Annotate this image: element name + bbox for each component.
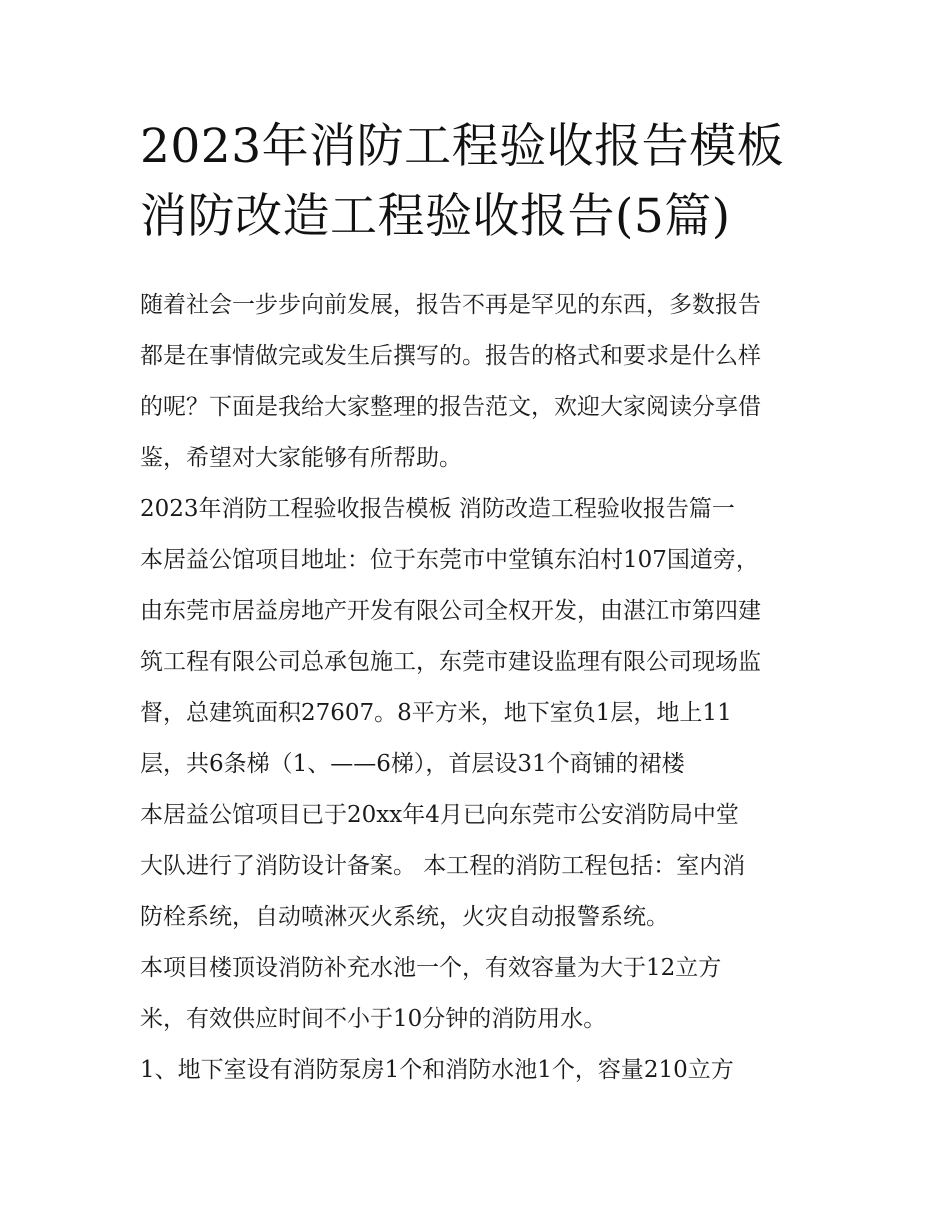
text-line: 米，有效供应时间不小于10分钟的消防用水。 [140, 1006, 607, 1032]
text-line: 督，总建筑面积27607。8平方米，地下室负1层，地上11 [140, 700, 732, 726]
water-tank-paragraph [140, 943, 820, 1045]
text-line: 本项目楼顶设消防补充水池一个，有效容量为大于12立方 [140, 955, 722, 981]
text-line: 2023年消防工程验收报告模板 消防改造工程验收报告篇一 [140, 496, 735, 522]
text-line: 防栓系统，自动喷淋灭火系统，火灾自动报警系统。 [140, 904, 669, 930]
fire-design-paragraph [140, 790, 820, 943]
title-line-1: 2023年消防工程验收报告模板 [140, 119, 785, 174]
text-line: 本居益公馆项目已于20xx年4月已向东莞市公安消防局中堂 [140, 802, 739, 828]
text-line: 大队进行了消防设计备案。 本工程的消防工程包括：室内消 [140, 853, 746, 879]
text-line: 筑工程有限公司总承包施工，东莞市建设监理有限公司现场监 [140, 649, 761, 675]
project-address-paragraph [140, 535, 820, 790]
text-line: 随着社会一步步向前发展，报告不再是罕见的东西，多数报告 [140, 292, 761, 318]
intro-paragraph [140, 280, 820, 484]
title-line-2: 消防改造工程验收报告(5篇) [140, 189, 731, 244]
pump-room-paragraph [140, 1045, 820, 1096]
text-line: 都是在事情做完或发生后撰写的。报告的格式和要求是什么样 [140, 343, 761, 369]
text-line: 的呢？下面是我给大家整理的报告范文，欢迎大家阅读分享借 [140, 394, 761, 420]
text-line: 1、地下室设有消防泵房1个和消防水池1个，容量210立方 [140, 1057, 734, 1083]
section-heading [140, 484, 820, 535]
document-body [140, 280, 820, 1096]
text-line: 鉴，希望对大家能够有所帮助。 [140, 445, 462, 471]
document-title [140, 112, 820, 252]
text-line: 由东莞市居益房地产开发有限公司全权开发，由湛江市第四建 [140, 598, 761, 624]
text-line: 本居益公馆项目地址：位于东莞市中堂镇东泊村107国道旁， [140, 547, 759, 573]
text-line: 层，共6条梯（1、——6梯），首层设31个商铺的裙楼 [140, 751, 685, 777]
